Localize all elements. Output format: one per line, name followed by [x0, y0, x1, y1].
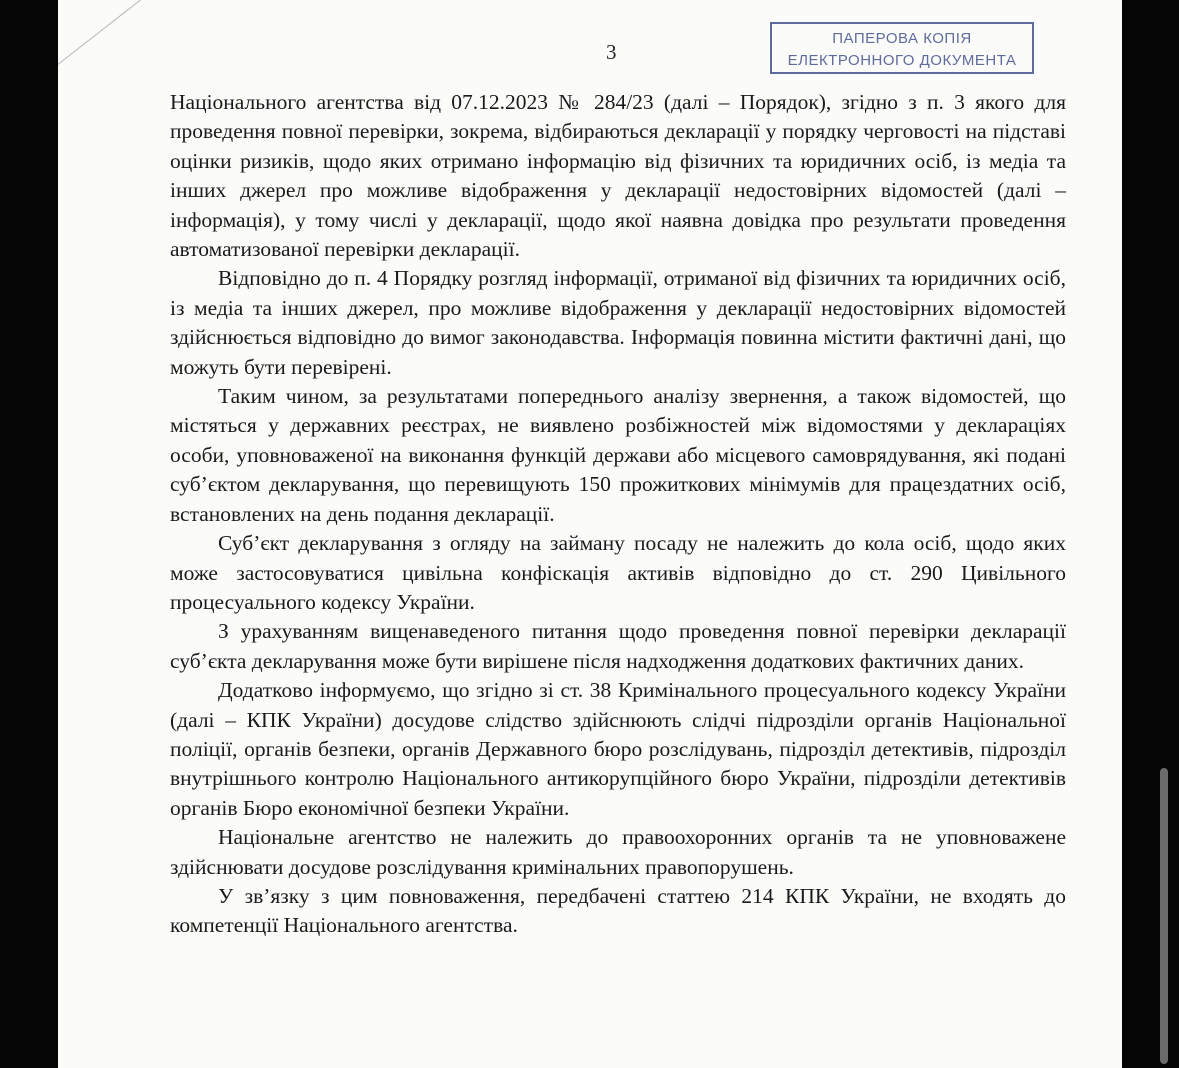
stamp-line-1: ПАПЕРОВА КОПІЯ	[832, 30, 972, 47]
paragraph-2: Відповідно до п. 4 Порядку розгляд інформації, отриманої від фізичних та юридичних осіб, із медіа та інших джерел, про можливе відображення у декларації недостовірних відомостей здійснюється відповідно до вимог законодавства. Інформація повинна містити фактичні дані, що можуть бути перевірені.	[170, 266, 1066, 379]
letter-body	[170, 88, 1066, 941]
paragraph-6: Додатково інформуємо, що згідно зі ст. 38 Кримінального процесуального кодексу України (далі – КПК України) досудове слідство здійснюють слідчі підрозділи органів Національної поліції, органів безпеки, органів Державного бюро розслідувань, підрозділ детективів, підрозділ внутрішнього контролю Національного антикорупційного бюро України, підрозділи детективів органів Бюро економічної безпеки України.	[170, 678, 1066, 820]
paragraph-7: Національне агентство не належить до правоохоронних органів та не уповноважене здійснювати досудове розслідування кримінальних правопорушень.	[170, 825, 1066, 879]
document-page	[58, 0, 1122, 1068]
page-number: 3	[606, 40, 617, 64]
paragraph-5: З урахуванням вищенаведеного питання щодо проведення повної перевірки декларації суб’єкта декларування може бути вирішене після надходження додаткових фактичних даних.	[170, 619, 1066, 673]
paragraph-1: Національного агентства від 07.12.2023 № 284/23 (далі – Порядок), згідно з п. 3 якого для проведення повної перевірки, зокрема, відбираються декларації у порядку черговості на підставі оцінки ризиків, щодо яких отримано інформацію від фізичних та юридичних осіб, із медіа та інших джерел про можливе відображення у декларації недостовірних відомостей (далі – інформація), у тому числі у декларації, щодо якої наявна довідка про результати проведення автоматизованої перевірки декларації.	[170, 90, 1066, 262]
page-fold-line	[58, 0, 350, 96]
paragraph-3: Таким чином, за результатами попереднього аналізу звернення, а також відомостей, що містяться у державних реєстрах, не виявлено розбіжностей між відомостями у деклараціях особи, уповноваженої на виконання функцій держави або місцевого самоврядування, які подані суб’єктом декларування, що перевищують 150 прожиткових мінімумів для працездатних осіб, встановлених на день подання декларації.	[170, 384, 1066, 526]
paragraph-8: У зв’язку з цим повноваження, передбачені статтею 214 КПК України, не входять до компетенції Національного агентства.	[170, 883, 1066, 938]
paragraph-4: Суб’єкт декларування з огляду на займану посаду не належить до кола осіб, щодо яких може застосовуватися цивільна конфіскація активів відповідно до ст. 290 Цивільного процесуального кодексу України.	[170, 531, 1066, 614]
stamp-line-2: ЕЛЕКТРОННОГО ДОКУМЕНТА	[787, 52, 1017, 69]
vertical-scrollbar[interactable]	[1160, 768, 1168, 1064]
paper-copy-stamp	[770, 22, 1034, 74]
